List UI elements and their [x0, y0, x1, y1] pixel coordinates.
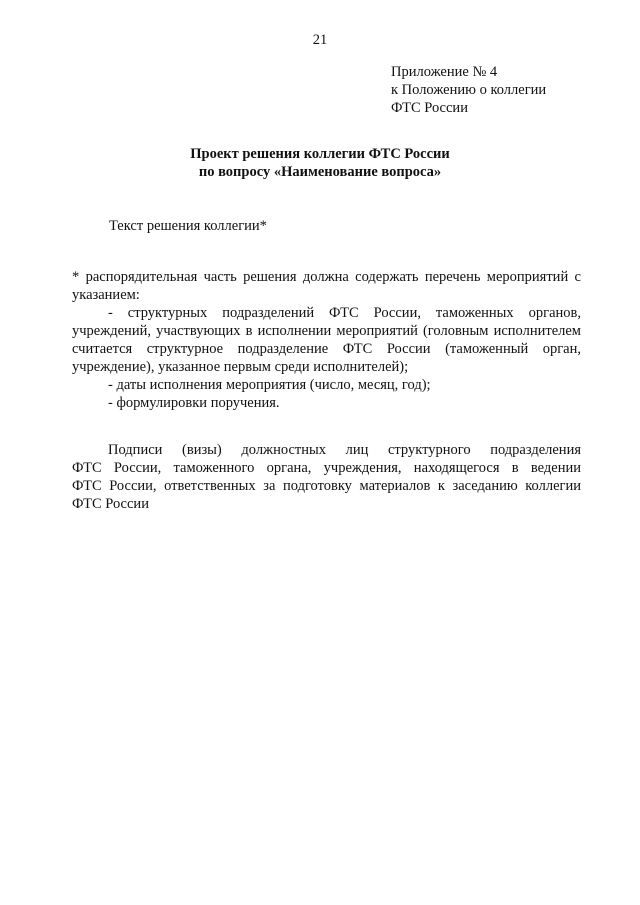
footnote-line: * распорядительная часть решения должна содержать перечень мероприятий с [72, 269, 581, 285]
appendix-line-1: Приложение № 4 [391, 64, 498, 80]
signatures-line: ФТС России, ответственных за подготовку материалов к заседанию коллегии [72, 478, 581, 494]
footnote-line: - даты исполнения мероприятия (число, месяц, год); [108, 377, 431, 393]
document-title [0, 145, 640, 181]
footnote-paragraph [72, 268, 581, 412]
footnote-line: учреждение), указанное первым среди исполнителей); [72, 359, 409, 375]
signatures-line: Подписи (визы) должностных лиц структурного подразделения [108, 442, 581, 458]
signatures-line: ФТС России, таможенного органа, учреждения, находящегося в ведении [72, 460, 581, 476]
title-line-2: по вопросу «Наименование вопроса» [198, 164, 442, 180]
footnote-line: - формулировки поручения. [108, 395, 280, 411]
footnote-line: учреждений, участвующих в исполнении мероприятий (головным исполнителем [72, 323, 581, 339]
appendix-line-3: ФТС России [391, 100, 468, 116]
title-line-1: Проект решения коллегии ФТС России [190, 146, 450, 162]
appendix-reference [391, 63, 611, 117]
signatures-paragraph [72, 441, 581, 513]
footnote-line: указанием: [72, 287, 140, 303]
page-number: 21 [312, 32, 328, 48]
footnote-line: - структурных подразделений ФТС России, таможенных органов, [108, 305, 581, 321]
signatures-line: ФТС России [72, 496, 149, 512]
appendix-line-2: к Положению о коллегии [391, 82, 547, 98]
footnote-line: считается структурное подразделение ФТС России (таможенный орган, [72, 341, 581, 357]
decision-text: Текст решения коллегии* [109, 218, 267, 234]
